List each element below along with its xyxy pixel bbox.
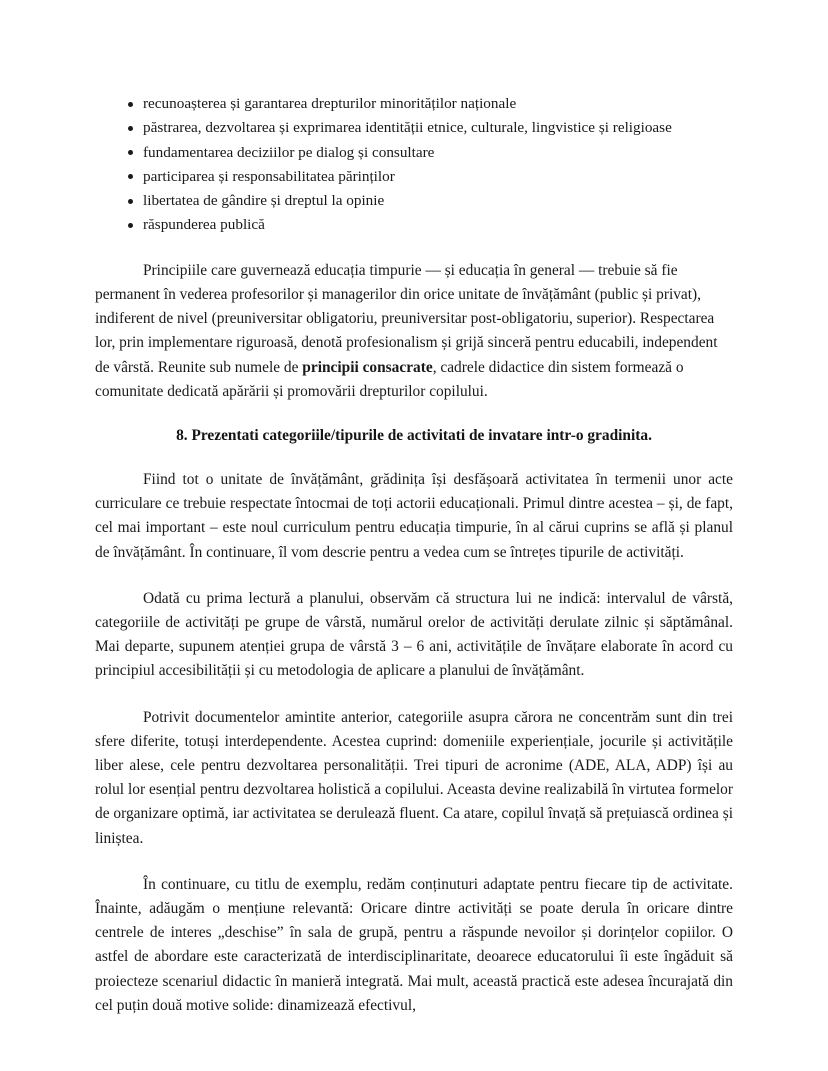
bold-term-principii-consacrate: principii consacrate xyxy=(302,358,433,376)
paragraph-principles xyxy=(95,259,733,404)
list-item-label: răspunderea publică xyxy=(143,216,265,234)
paragraph-examples: În continuare, cu titlu de exemplu, redăm conținuturi adaptate pentru fiecare tip de activitate. Înainte, adăugăm o mențiune relevantă: Oricare dintre activități se poate derula în oricare dintre centrele de interes „deschise” în sala de grupă, pentru a răspunde nevoilor și dorințelor copiilor. O astfel de abordare este caracterizată de interdisciplinaritate, deoarece educatorului îi este îngăduit să proiecteze scenariul didactic în manieră integrată. Mai mult, această practică este adesea încurajată din cel puțin două motive solide: dinamizează efectivul, xyxy=(95,875,733,1014)
list-item-label: libertatea de gândire și dreptul la opinie xyxy=(143,192,385,210)
paragraph-categories: Potrivit documentelor amintite anterior, categoriile asupra cărora ne concentrăm sunt din trei sfere diferite, totuși interdependente. Acestea cuprind: domeniile experiențiale, jocurile și activitățile liber alese, cele pentru dezvoltarea personalității. Trei tipuri de acronime (ADE, ALA, ADP) își au rolul lor esențial pentru dezvoltarea holistică a copilului. Aceasta devine realizabilă în virtutea formelor de organizare optimă, iar activitatea se derulează fluent. Ca atare, copilul învață să prețuiască ordinea și liniștea. xyxy=(95,708,733,847)
list-item xyxy=(95,213,733,237)
bullet-dot-icon xyxy=(128,126,133,131)
list-item xyxy=(95,141,733,165)
list-item-label: fundamentarea deciziilor pe dialog și consultare xyxy=(143,143,435,161)
bullet-dot-icon xyxy=(128,223,133,228)
section-heading: 8. Prezentati categoriile/tipurile de activitati de invatare intr-o gradinita. xyxy=(176,427,652,444)
section-heading-wrap xyxy=(95,424,733,448)
document-content xyxy=(95,92,733,1018)
bullet-dot-icon xyxy=(128,199,133,204)
list-item-label: recunoașterea și garantarea drepturilor minorităților naționale xyxy=(143,95,517,112)
list-item-label: participarea și responsabilitatea părinților xyxy=(143,167,395,185)
bullet-dot-icon xyxy=(128,174,133,179)
list-item xyxy=(95,165,733,189)
bullet-dot-icon xyxy=(128,102,133,107)
paragraph-principles-part1: Principiile care guvernează educația timpurie — și educația în general — trebuie să fie permanent în vederea profesorilor și managerilor din orice unitate de învățământ (public și privat), indiferent de nivel (preuniversitar obligatoriu, preuniversitar post-obligatoriu, superior). Respectarea lor, prin implementare riguroasă, denotă profesionalism și grijă sinceră pentru educabili, independent de vârstă. Reunite sub numele de xyxy=(95,261,718,376)
paragraph-kindergarten: Fiind tot o unitate de învățământ, grădinița își desfășoară activitatea în termenii unor acte curriculare ce trebuie respectate întocmai de toți actorii educaționali. Primul dintre acestea – și, de fapt, cel mai important – este noul curriculum pentru educația timpurie, în al cărui cuprins se află și planul de învățământ. În continuare, îl vom descrie pentru a vedea cum se întrețes tipurile de activități. xyxy=(95,471,733,561)
paragraph-principles-part2: , cadrele didactice din sistem formează o comunitate dedicată apărării și promovării drepturilor copilului. xyxy=(95,358,684,400)
list-item xyxy=(95,189,733,213)
list-item xyxy=(95,116,733,140)
list-item xyxy=(95,92,733,116)
list-item-label: păstrarea, dezvoltarea și exprimarea identității etnice, culturale, lingvistice și religioase xyxy=(143,119,672,137)
bullet-dot-icon xyxy=(128,150,133,155)
paragraph-plan-reading: Odată cu prima lectură a planului, observăm că structura lui ne indică: intervalul de vârstă, categoriile de activități pe grupe de vârstă, numărul orelor de activități derulate zilnic și săptămânal. Mai departe, supunem atenției grupa de vârstă 3 – 6 ani, activitățile de învățare elaborate în acord cu principiul accesibilității și cu metodologia de aplicare a planului de învățământ. xyxy=(95,589,733,680)
principles-bullet-list xyxy=(95,92,733,238)
spacer xyxy=(95,238,733,259)
